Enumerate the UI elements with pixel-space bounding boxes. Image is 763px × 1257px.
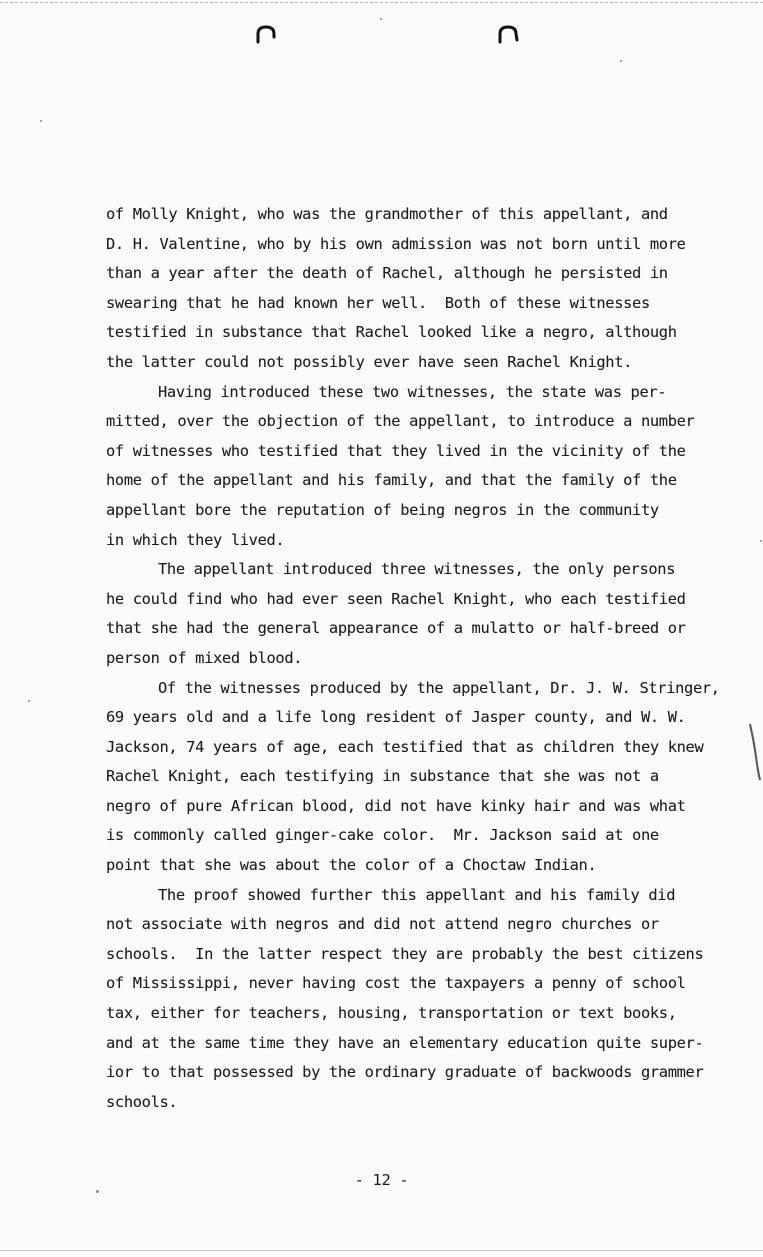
text-line: Having introduced these two witnesses, the state was per- [158, 382, 667, 401]
text-line: D. H. Valentine, who by his own admission was not born until more [106, 234, 686, 253]
scan-speck [96, 1190, 99, 1193]
page-number: - 12 - [354, 1171, 409, 1189]
text-line: is commonly called ginger-cake color. Mr. Jackson said at one [106, 826, 659, 845]
text-line: mitted, over the objection of the appellant, to introduce a number [106, 412, 695, 431]
text-line: swearing that he had known her well. Both of these witnesses [106, 293, 650, 312]
text-line: of Mississippi, never having cost the taxpayers a penny of school [106, 974, 686, 993]
page-bottom-edge [0, 1250, 763, 1251]
text-line: Of the witnesses produced by the appellant, Dr. J. W. Stringer, [158, 678, 720, 697]
paragraph [106, 200, 746, 378]
paragraph [106, 378, 746, 556]
text-line: in which they lived. [106, 530, 285, 549]
text-line: testified in substance that Rachel looked like a negro, although [106, 323, 677, 342]
text-line: Rachel Knight, each testifying in substance that she was not a [106, 767, 659, 786]
paragraph [106, 555, 746, 673]
punch-hole-mark [255, 24, 277, 44]
scan-speck [28, 700, 30, 702]
text-line: tax, either for teachers, housing, transportation or text books, [106, 1004, 677, 1023]
text-line: negro of pure African blood, did not have kinky hair and was what [106, 796, 686, 815]
text-line: of witnesses who testified that they lived in the vicinity of the [106, 441, 686, 460]
text-line: of Molly Knight, who was the grandmother of this appellant, and [106, 205, 668, 223]
page-top-edge [0, 2, 763, 3]
text-line: Jackson, 74 years of age, each testified that as children they knew [106, 737, 704, 756]
text-line: point that she was about the color of a Choctaw Indian. [106, 856, 597, 875]
text-line: he could find who had ever seen Rachel Knight, who each testified [106, 589, 686, 608]
paragraph [106, 674, 746, 881]
margin-mark [748, 722, 762, 782]
text-line: not associate with negros and did not attend negro churches or [106, 915, 659, 934]
text-line: the latter could not possibly ever have seen Rachel Knight. [106, 352, 633, 371]
text-line: home of the appellant and his family, and that the family of the [106, 471, 677, 490]
text-line: than a year after the death of Rachel, although he persisted in [106, 264, 668, 283]
text-line: schools. [106, 1092, 178, 1111]
scan-speck [620, 60, 622, 62]
text-line: schools. In the latter respect they are probably the best citizens [106, 944, 704, 963]
paragraph [106, 881, 746, 1118]
punch-hole-mark [497, 24, 519, 44]
text-line: The proof showed further this appellant and his family did [158, 885, 676, 904]
text-line: and at the same time they have an elementary education quite super- [106, 1033, 704, 1052]
text-line: person of mixed blood. [106, 648, 303, 667]
text-line: 69 years old and a life long resident of Jasper county, and W. W. [106, 708, 686, 727]
text-line: The appellant introduced three witnesses, the only persons [158, 560, 676, 579]
text-line: ior to that possessed by the ordinary graduate of backwoods grammer [106, 1063, 704, 1082]
scan-speck [380, 18, 382, 20]
scan-speck [760, 540, 762, 542]
scan-speck [40, 120, 42, 122]
body-text [106, 200, 746, 1117]
text-line: that she had the general appearance of a mulatto or half-breed or [106, 619, 686, 638]
text-line: appellant bore the reputation of being negros in the community [106, 500, 659, 519]
